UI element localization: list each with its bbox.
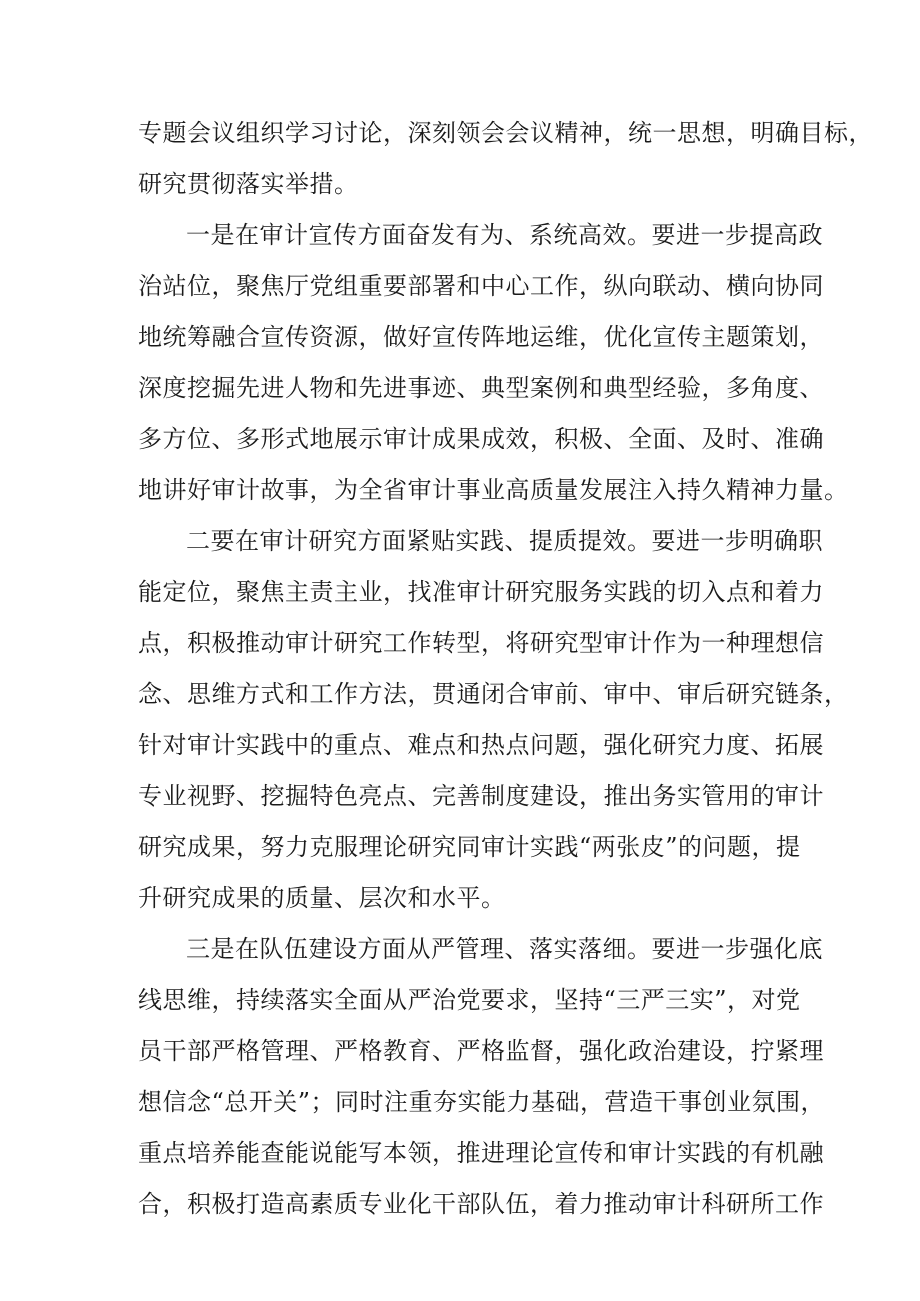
text-line: 研究成果，努力克服理论研究同审计实践“两张皮”的问题，提 [138, 833, 801, 861]
text-line: 想信念“总开关”；同时注重夯实能力基础，营造干事创业氛围， [138, 1088, 826, 1116]
text-line: 多方位、多形式地展示审计成果成效，积极、全面、及时、准确 [138, 425, 824, 453]
text-line: 员干部严格管理、严格教育、严格监督，强化政治建设，拧紧理 [138, 1037, 824, 1065]
text-line: 针对审计实践中的重点、难点和热点问题，强化研究力度、拓展 [138, 731, 824, 759]
text-line: 治站位，聚焦厅党组重要部署和中心工作，纵向联动、横向协同 [138, 272, 824, 300]
document-body [138, 108, 873, 1230]
text-line: 念、思维方式和工作方法，贯通闭合审前、审中、审后研究链条， [138, 680, 849, 708]
text-line: 研究贯彻落实举措。 [138, 170, 359, 198]
text-line: 地统筹融合宣传资源，做好宣传阵地运维，优化宣传主题策划， [138, 323, 824, 351]
text-line: 升研究成果的质量、层次和水平。 [138, 884, 506, 912]
paragraph-first-line: 一是在审计宣传方面奋发有为、系统高效。要进一步提高政 [186, 221, 823, 249]
text-line: 重点培养能查能说能写本领，推进理论宣传和审计实践的有机融 [138, 1139, 824, 1167]
text-line: 点，积极推动审计研究工作转型，将研究型审计作为一种理想信 [138, 629, 824, 657]
text-line: 专题会议组织学习讨论，深刻领会会议精神，统一思想，明确目标， [138, 119, 873, 147]
text-line: 地讲好审计故事，为全省审计事业高质量发展注入持久精神力量。 [138, 476, 849, 504]
text-line: 线思维，持续落实全面从严治党要求，坚持“三严三实”，对党 [138, 986, 801, 1014]
text-line: 合，积极打造高素质专业化干部队伍，着力推动审计科研所工作 [138, 1190, 824, 1218]
text-line: 能定位，聚焦主责主业，找准审计研究服务实践的切入点和着力 [138, 578, 824, 606]
paragraph-first-line: 三是在队伍建设方面从严管理、落实落细。要进一步强化底 [186, 935, 823, 963]
text-line: 深度挖掘先进人物和先进事迹、典型案例和典型经验，多角度、 [138, 374, 824, 402]
text-line: 专业视野、挖掘特色亮点、完善制度建设，推出务实管用的审计 [138, 782, 824, 810]
paragraph-first-line: 二要在审计研究方面紧贴实践、提质提效。要进一步明确职 [186, 527, 823, 555]
